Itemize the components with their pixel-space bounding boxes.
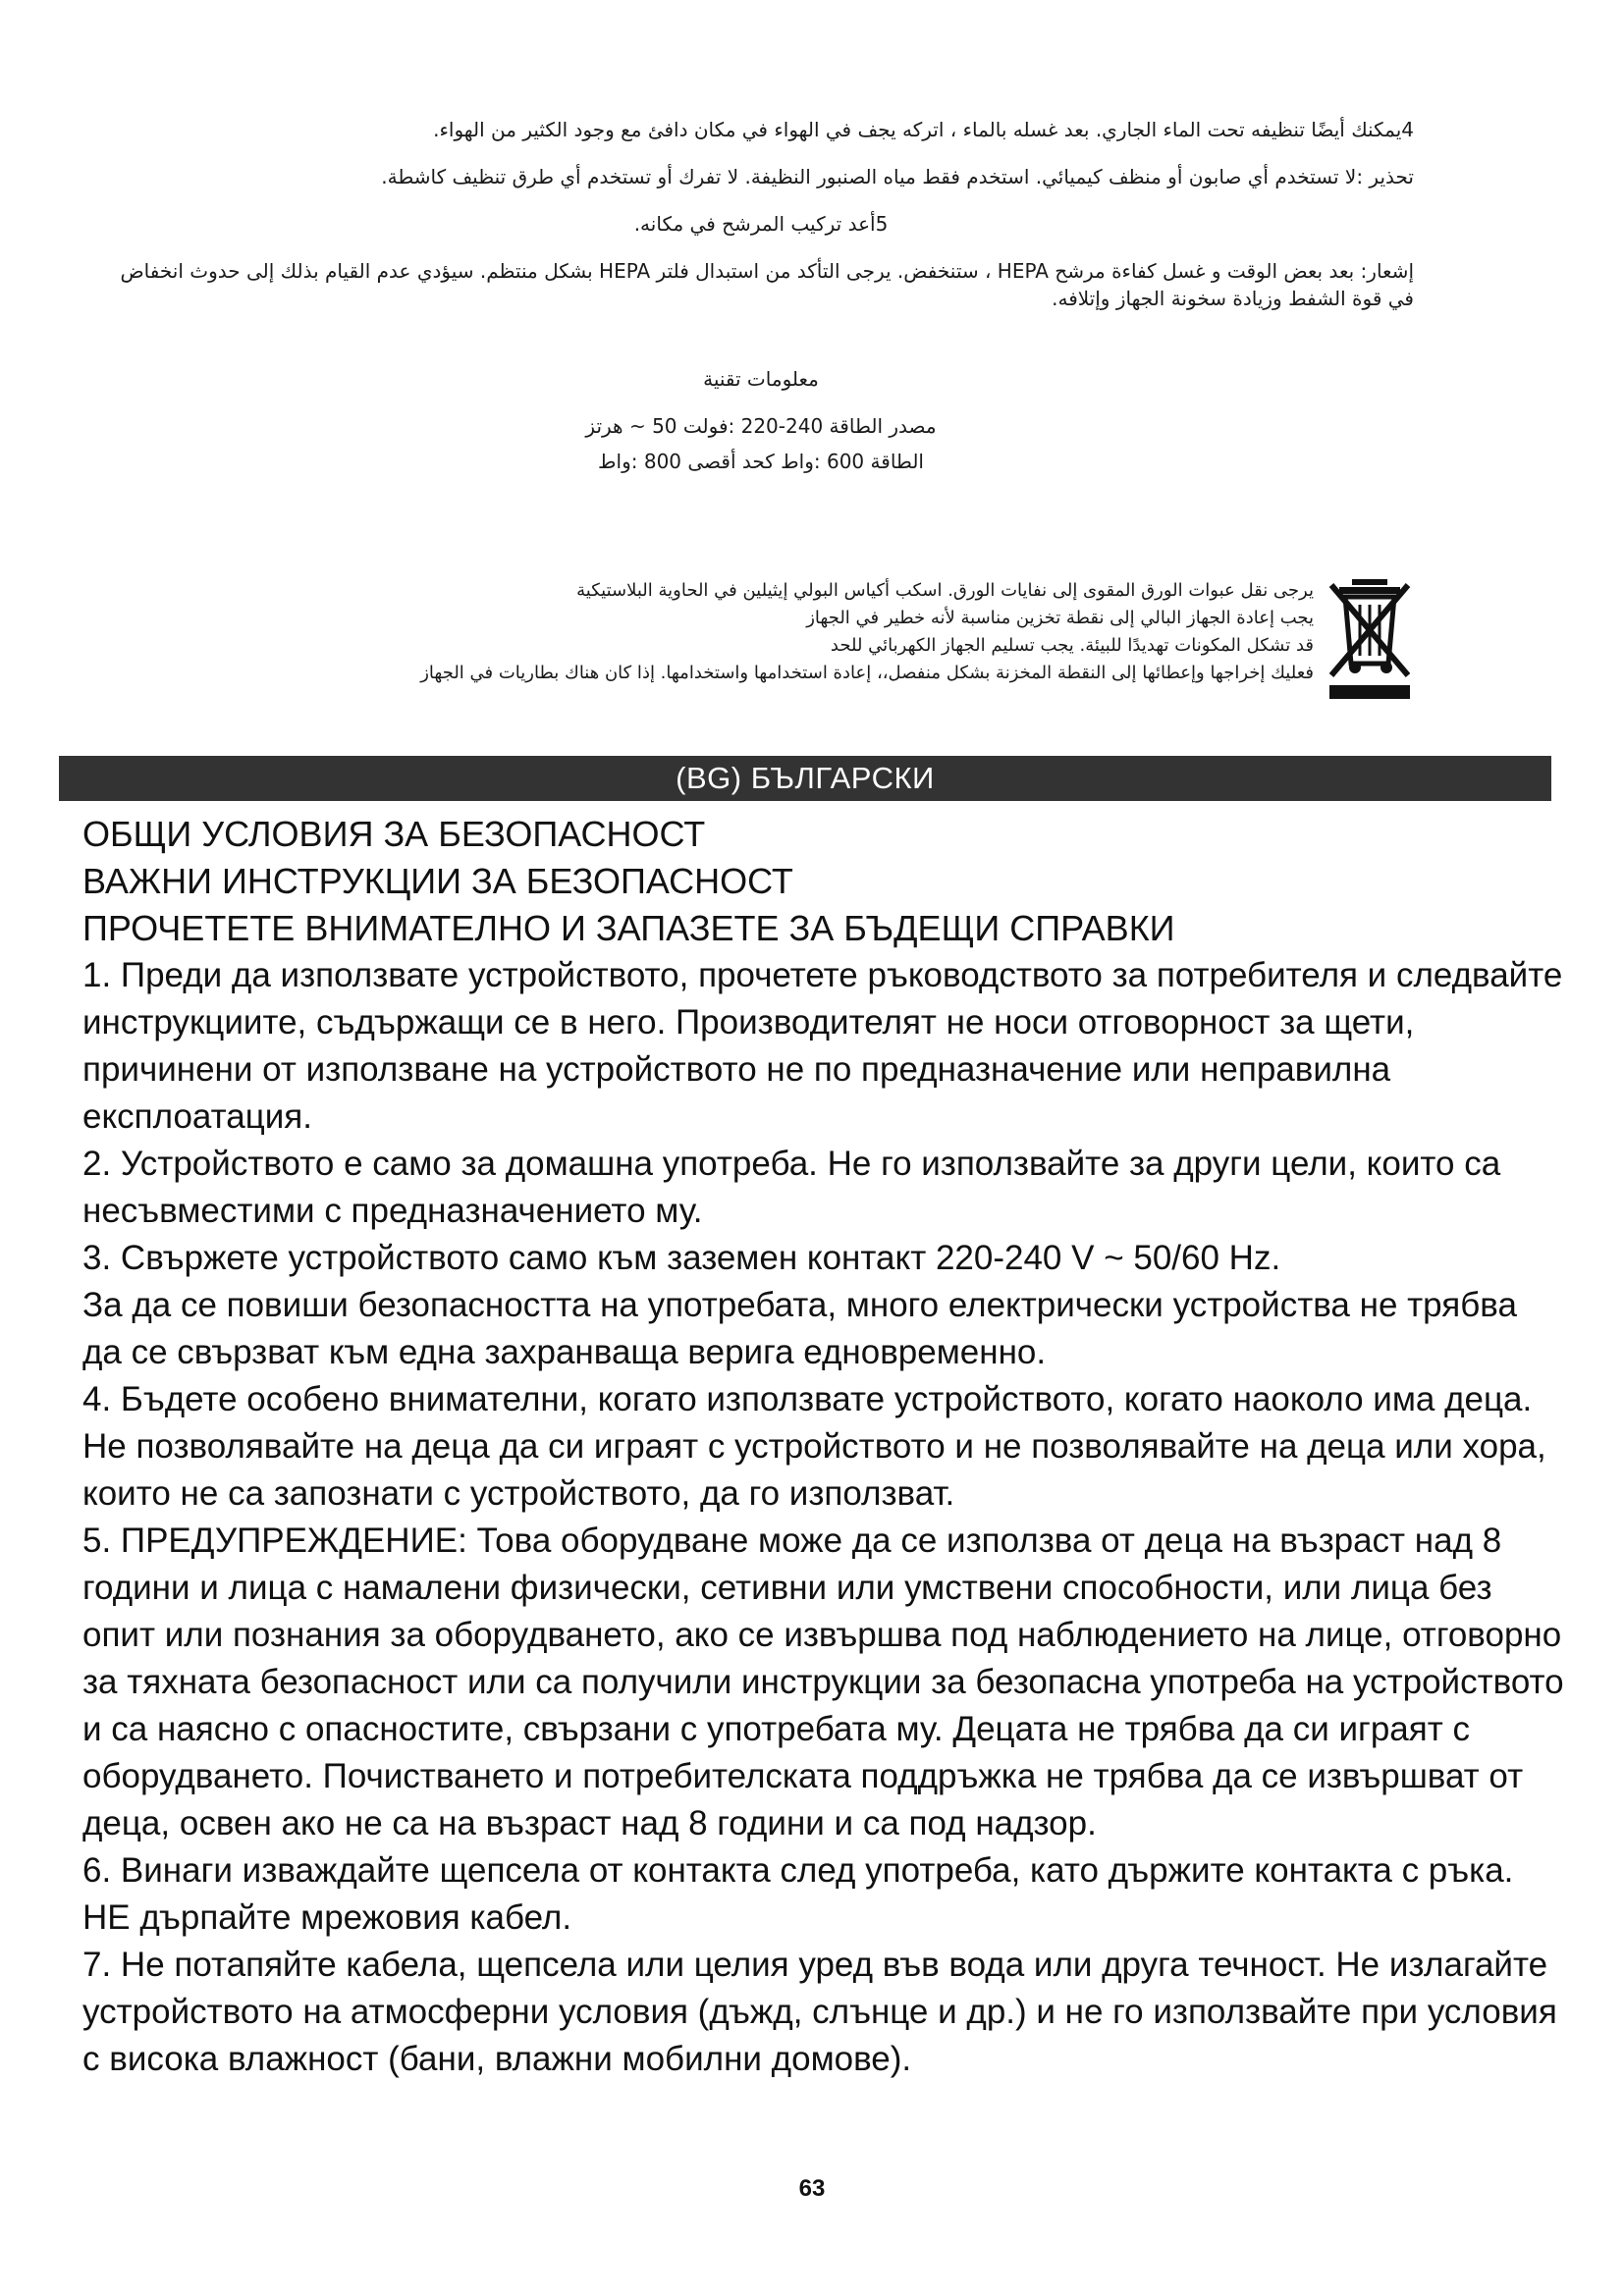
section-heading: ПРОЧЕТЕТЕ ВНИМАТЕЛНО И ЗАПАЗЕТЕ ЗА БЪДЕЩИ СПРАВКИ <box>82 908 1175 948</box>
safety-item-4: 4. Бъдете особено внимателни, когато използвате устройството, когато наоколо има деца. Не позволявайте на деца да си играят с устройството и не позволявайте на деца или хора, които не са запознати с устройството, да го използват. <box>82 1380 1546 1513</box>
page-number: 63 <box>798 2175 826 2202</box>
weee-notice <box>98 577 1414 705</box>
tech-power: الطاقة 600 :واط كحد أقصى 800 :واط <box>598 450 924 473</box>
bulgarian-safety-section <box>82 811 1565 2083</box>
weee-line: قد تشكل المكونات تهديدًا للبيئة. يجب تسليم الجهاز الكهربائي للحد <box>830 635 1314 656</box>
safety-item-1: 1. Преди да използвате устройството, прочетете ръководството за потребителя и следвайте инструкциите, съдържащи се в него. Производителят не носи отговорност за щети, причинени от използване на устройството не по предназначение или неправилна експлоатация. <box>82 956 1563 1136</box>
arabic-step-4: 4يمكنك أيضًا تنظيفه تحت الماء الجاري. بعد غسله بالماء ، اتركه يجف في الهواء في مكان دافئ مع وجود الكثير من الهواء. <box>433 118 1414 141</box>
safety-item-6: 6. Винаги изваждайте щепсела от контакта след употреба, като държите контакта с ръка. НЕ дърпайте мрежовия кабел. <box>82 1851 1514 1937</box>
arabic-notice: إشعار: بعد بعض الوقت و غسل كفاءة مرشح HEPA ، ستنخفض. يرجى التأكد من استبدال فلتر HEPA بشكل منتظم. سيؤدي عدم القيام بذلك إلى حدوث انخفاض في قوة الشفط وزيادة سخونة الجهاز وإتلافه. <box>120 259 1414 310</box>
section-heading: ОБЩИ УСЛОВИЯ ЗА БЕЗОПАСНОСТ <box>82 814 706 854</box>
tech-info-title: معلومات تقنية <box>703 367 819 391</box>
safety-item-5: 5. ПРЕДУПРЕЖДЕНИЕ: Това оборудване може да се използва от деца на възраст над 8 години и лица с намалени физически, сетивни или умствени способности, или лица без опит или познания за оборудването, ако се извършва под наблюдението на лице, отговорно за тяхната безопасност или са получили инструкции за безопасна употреба на устройството и са наясно с опасностите, свързани с употребата му. Децата не трябва да си играят с оборудването. Почистването и потребителската поддръжка не трябва да се извършват от деца, освен ако не са на възраст над 8 години и са под надзор. <box>82 1522 1564 1842</box>
arabic-warning: تحذير :لا تستخدم أي صابون أو منظف كيميائي. استخدم فقط مياه الصنبور النظيفة. لا تفرك أو تستخدم أي طرق تنظيف كاشطة. <box>381 165 1414 188</box>
weee-text <box>420 577 1314 687</box>
crossed-out-wheelie-bin-icon <box>1326 577 1414 705</box>
weee-line: يجب إعادة الجهاز البالي إلى نقطة تخزين مناسبة لأنه خطير في الجهاز <box>806 608 1314 628</box>
safety-item-2: 2. Устройството е само за домашна употреба. Не го използвайте за други цели, които са несъвместими с предназначението му. <box>82 1145 1501 1230</box>
weee-line: يرجى نقل عبوات الورق المقوى إلى نفايات الورق. اسكب أكياس البولي إيثيلين في الحاوية البلاستيكية <box>576 580 1314 601</box>
section-heading: ВАЖНИ ИНСТРУКЦИИ ЗА БЕЗОПАСНОСТ <box>82 861 793 901</box>
tech-power-source: مصدر الطاقة 240-220 :فولت 50 ~ هرتز <box>585 414 937 438</box>
safety-item-3: 3. Свържете устройството само към заземен контакт 220-240 V ~ 50/60 Hz. <box>82 1239 1281 1277</box>
safety-item-7: 7. Не потапяйте кабела, щепсела или целия уред във вода или друга течност. Не излагайте устройството на атмосферни условия (дъжд, слънце и др.) и не го използвайте при условия с висока влажност (бани, влажни мобилни домове). <box>82 1946 1557 2078</box>
language-section-bar: (BG) БЪЛГАРСКИ <box>59 756 1551 801</box>
safety-item-3-note: За да се повиши безопасността на употребата, много електрически устройства не трябва да се свързват към една захранваща верига едновременно. <box>82 1286 1517 1371</box>
weee-line: فعليك إخراجها وإعطائها إلى النقطة المخزنة بشكل منفصل،، إعادة استخدامها واستخدامها. إذا كان هناك بطاريات في الجهاز <box>420 663 1314 683</box>
arabic-step-5: 5أعد تركيب المرشح في مكانه. <box>633 212 889 236</box>
arabic-instructions <box>108 116 1414 495</box>
